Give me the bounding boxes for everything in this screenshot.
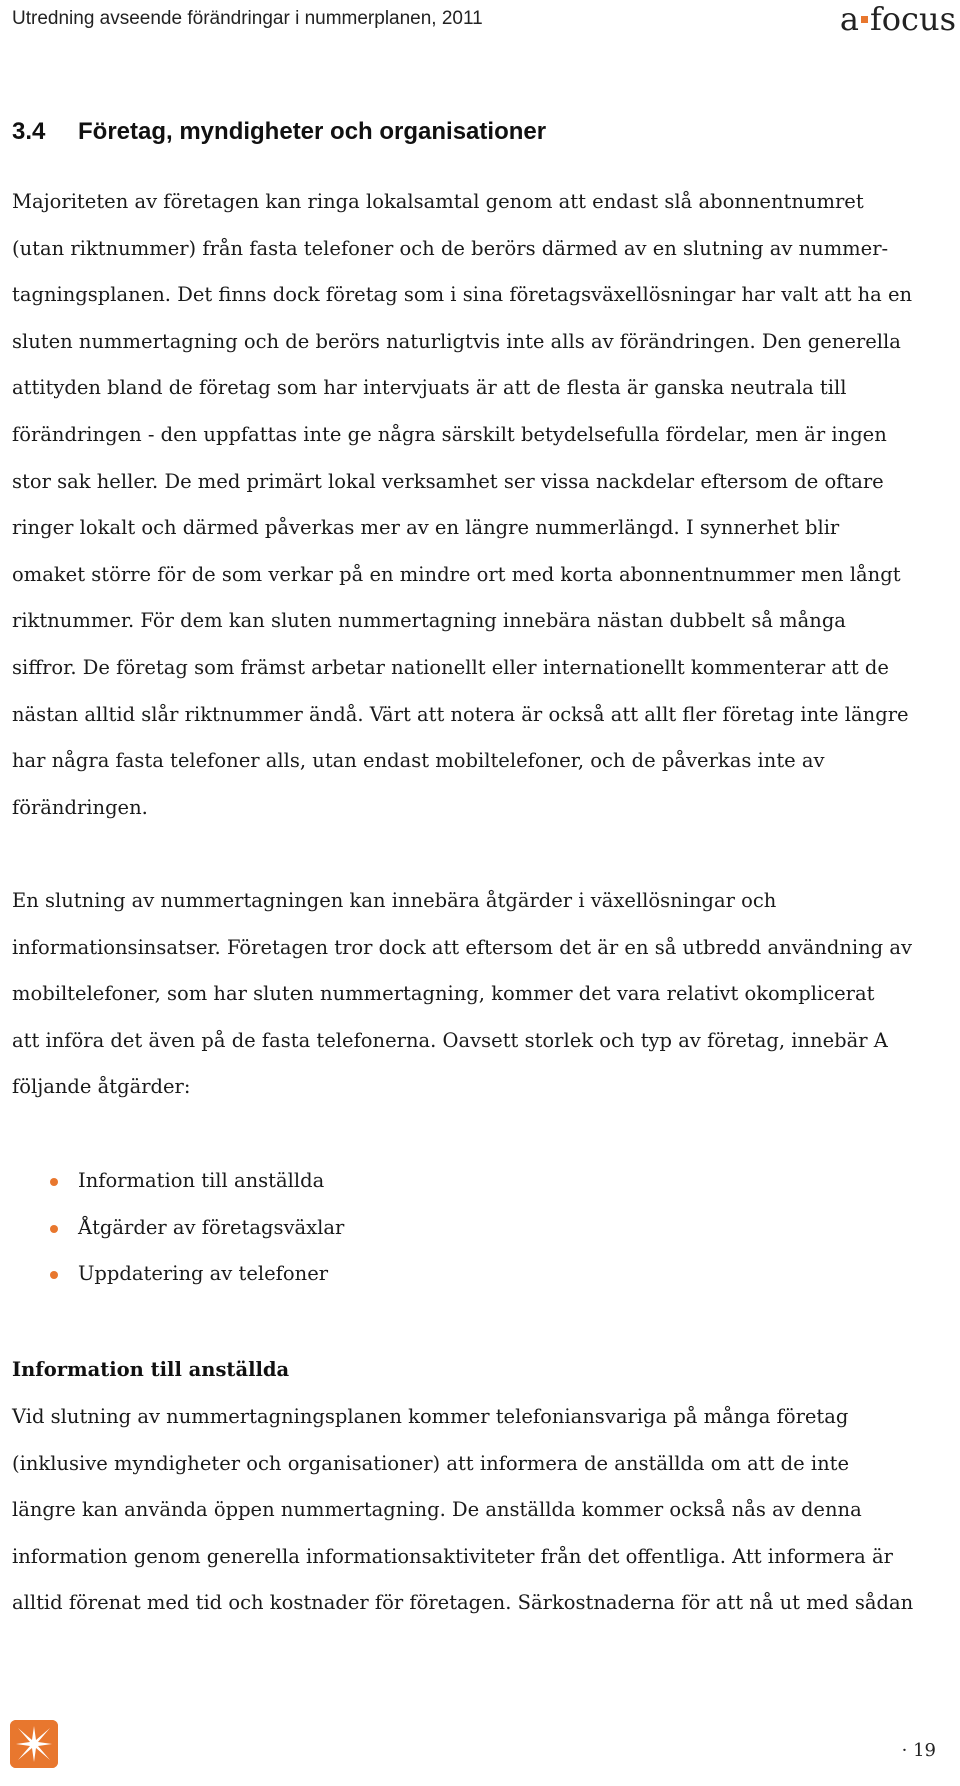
list-item-label: Information till anställda xyxy=(78,1169,325,1192)
text-line: informationsinsatser. Företagen tror dock att eftersom det är en så utbredd användning av xyxy=(12,935,913,959)
paragraph-intro xyxy=(12,179,947,831)
text-line: förändringen. xyxy=(12,795,148,819)
list-item xyxy=(12,1158,344,1205)
text-line: sluten nummertagning och de berörs naturligtvis inte alls av förändringen. Den generella xyxy=(12,329,901,353)
text-line: En slutning av nummertagningen kan innebära åtgärder i växellösningar och xyxy=(12,889,777,912)
document-title: Utredning avseende förändringar i nummerplanen, 2011 xyxy=(12,8,483,29)
text-line: alltid förenat med tid och kostnader för företagen. Särkostnaderna för att nå ut med sådan xyxy=(12,1591,914,1615)
text-line: siffror. De företag som främst arbetar nationellt eller internationellt kommenterar att de xyxy=(12,655,889,679)
section-heading xyxy=(12,118,546,146)
text-line: (utan riktnummer) från fasta telefoner och de berörs därmed av en slutning av nummer- xyxy=(12,236,889,260)
text-line: riktnummer. För dem kan sluten nummertagning innebära nästan dubbelt så många xyxy=(12,609,846,633)
subheading: Information till anställda xyxy=(12,1358,290,1381)
logo-text-right: focus xyxy=(869,0,956,38)
text-line: förändringen - den uppfattas inte ge några särskilt betydelsefulla fördelar, men är ingen xyxy=(12,422,887,446)
list-item-label: Uppdatering av telefoner xyxy=(78,1262,329,1286)
text-line: följande åtgärder: xyxy=(12,1075,191,1099)
list-item xyxy=(12,1251,344,1298)
text-line: har några fasta telefoner alls, utan endast mobiltelefoner, och de påverkas inte av xyxy=(12,749,825,773)
text-line: stor sak heller. De med primärt lokal verksamhet ser vissa nackdelar eftersom de oftare xyxy=(12,469,884,493)
paragraph-measures xyxy=(12,878,947,1111)
text-line: mobiltelefoner, som har sluten nummertagning, kommer det vara relativt okomplicerat xyxy=(12,982,875,1006)
text-line: omaket större för de som verkar på en mindre ort med korta abonnentnummer men långt xyxy=(12,562,901,586)
section-title: Företag, myndigheter och organisationer xyxy=(78,118,547,145)
text-line: tagningsplanen. Det finns dock företag som i sina företagsväxellösningar har valt att ha en xyxy=(12,283,913,307)
star-burst-icon xyxy=(10,1720,58,1768)
page-header xyxy=(12,0,956,40)
text-line: ringer lokalt och därmed påverkas mer av en längre nummerlängd. I synnerhet blir xyxy=(12,516,840,540)
list-item-label: Åtgärder av företagsväxlar xyxy=(78,1215,345,1239)
bullet-icon xyxy=(50,1178,58,1186)
bullet-icon xyxy=(50,1271,58,1279)
list-item xyxy=(12,1205,344,1252)
text-line: information genom generella informationsaktiviteter från det offentliga. Att informera är xyxy=(12,1544,893,1568)
text-line: Vid slutning av nummertagningsplanen kommer telefoniansvariga på många företag xyxy=(12,1405,849,1428)
logo-square-icon xyxy=(861,16,868,23)
text-line: attityden bland de företag som har intervjuats är att de flesta är ganska neutrala till xyxy=(12,376,847,400)
footer-logo-icon xyxy=(10,1720,58,1768)
paragraph-information xyxy=(12,1394,947,1627)
text-line: Majoriteten av företagen kan ringa lokalsamtal genom att endast slå abonnentnumret xyxy=(12,190,864,213)
text-line: längre kan använda öppen nummertagning. De anställda kommer också nås av denna xyxy=(12,1498,862,1522)
logo-text-left: a xyxy=(839,0,859,38)
text-line: (inklusive myndigheter och organisationer) att informera de anställda om att de inte xyxy=(12,1451,850,1475)
text-line: att införa det även på de fasta telefonerna. Oavsett storlek och typ av företag, innebär A xyxy=(12,1028,888,1052)
afocus-logo xyxy=(840,0,956,38)
measures-list xyxy=(12,1158,344,1298)
page-number: · 19 xyxy=(901,1740,936,1761)
bullet-icon xyxy=(50,1225,58,1233)
section-number: 3.4 xyxy=(12,118,46,145)
text-line: nästan alltid slår riktnummer ändå. Värt att notera är också att allt fler företag inte längre xyxy=(12,702,909,726)
